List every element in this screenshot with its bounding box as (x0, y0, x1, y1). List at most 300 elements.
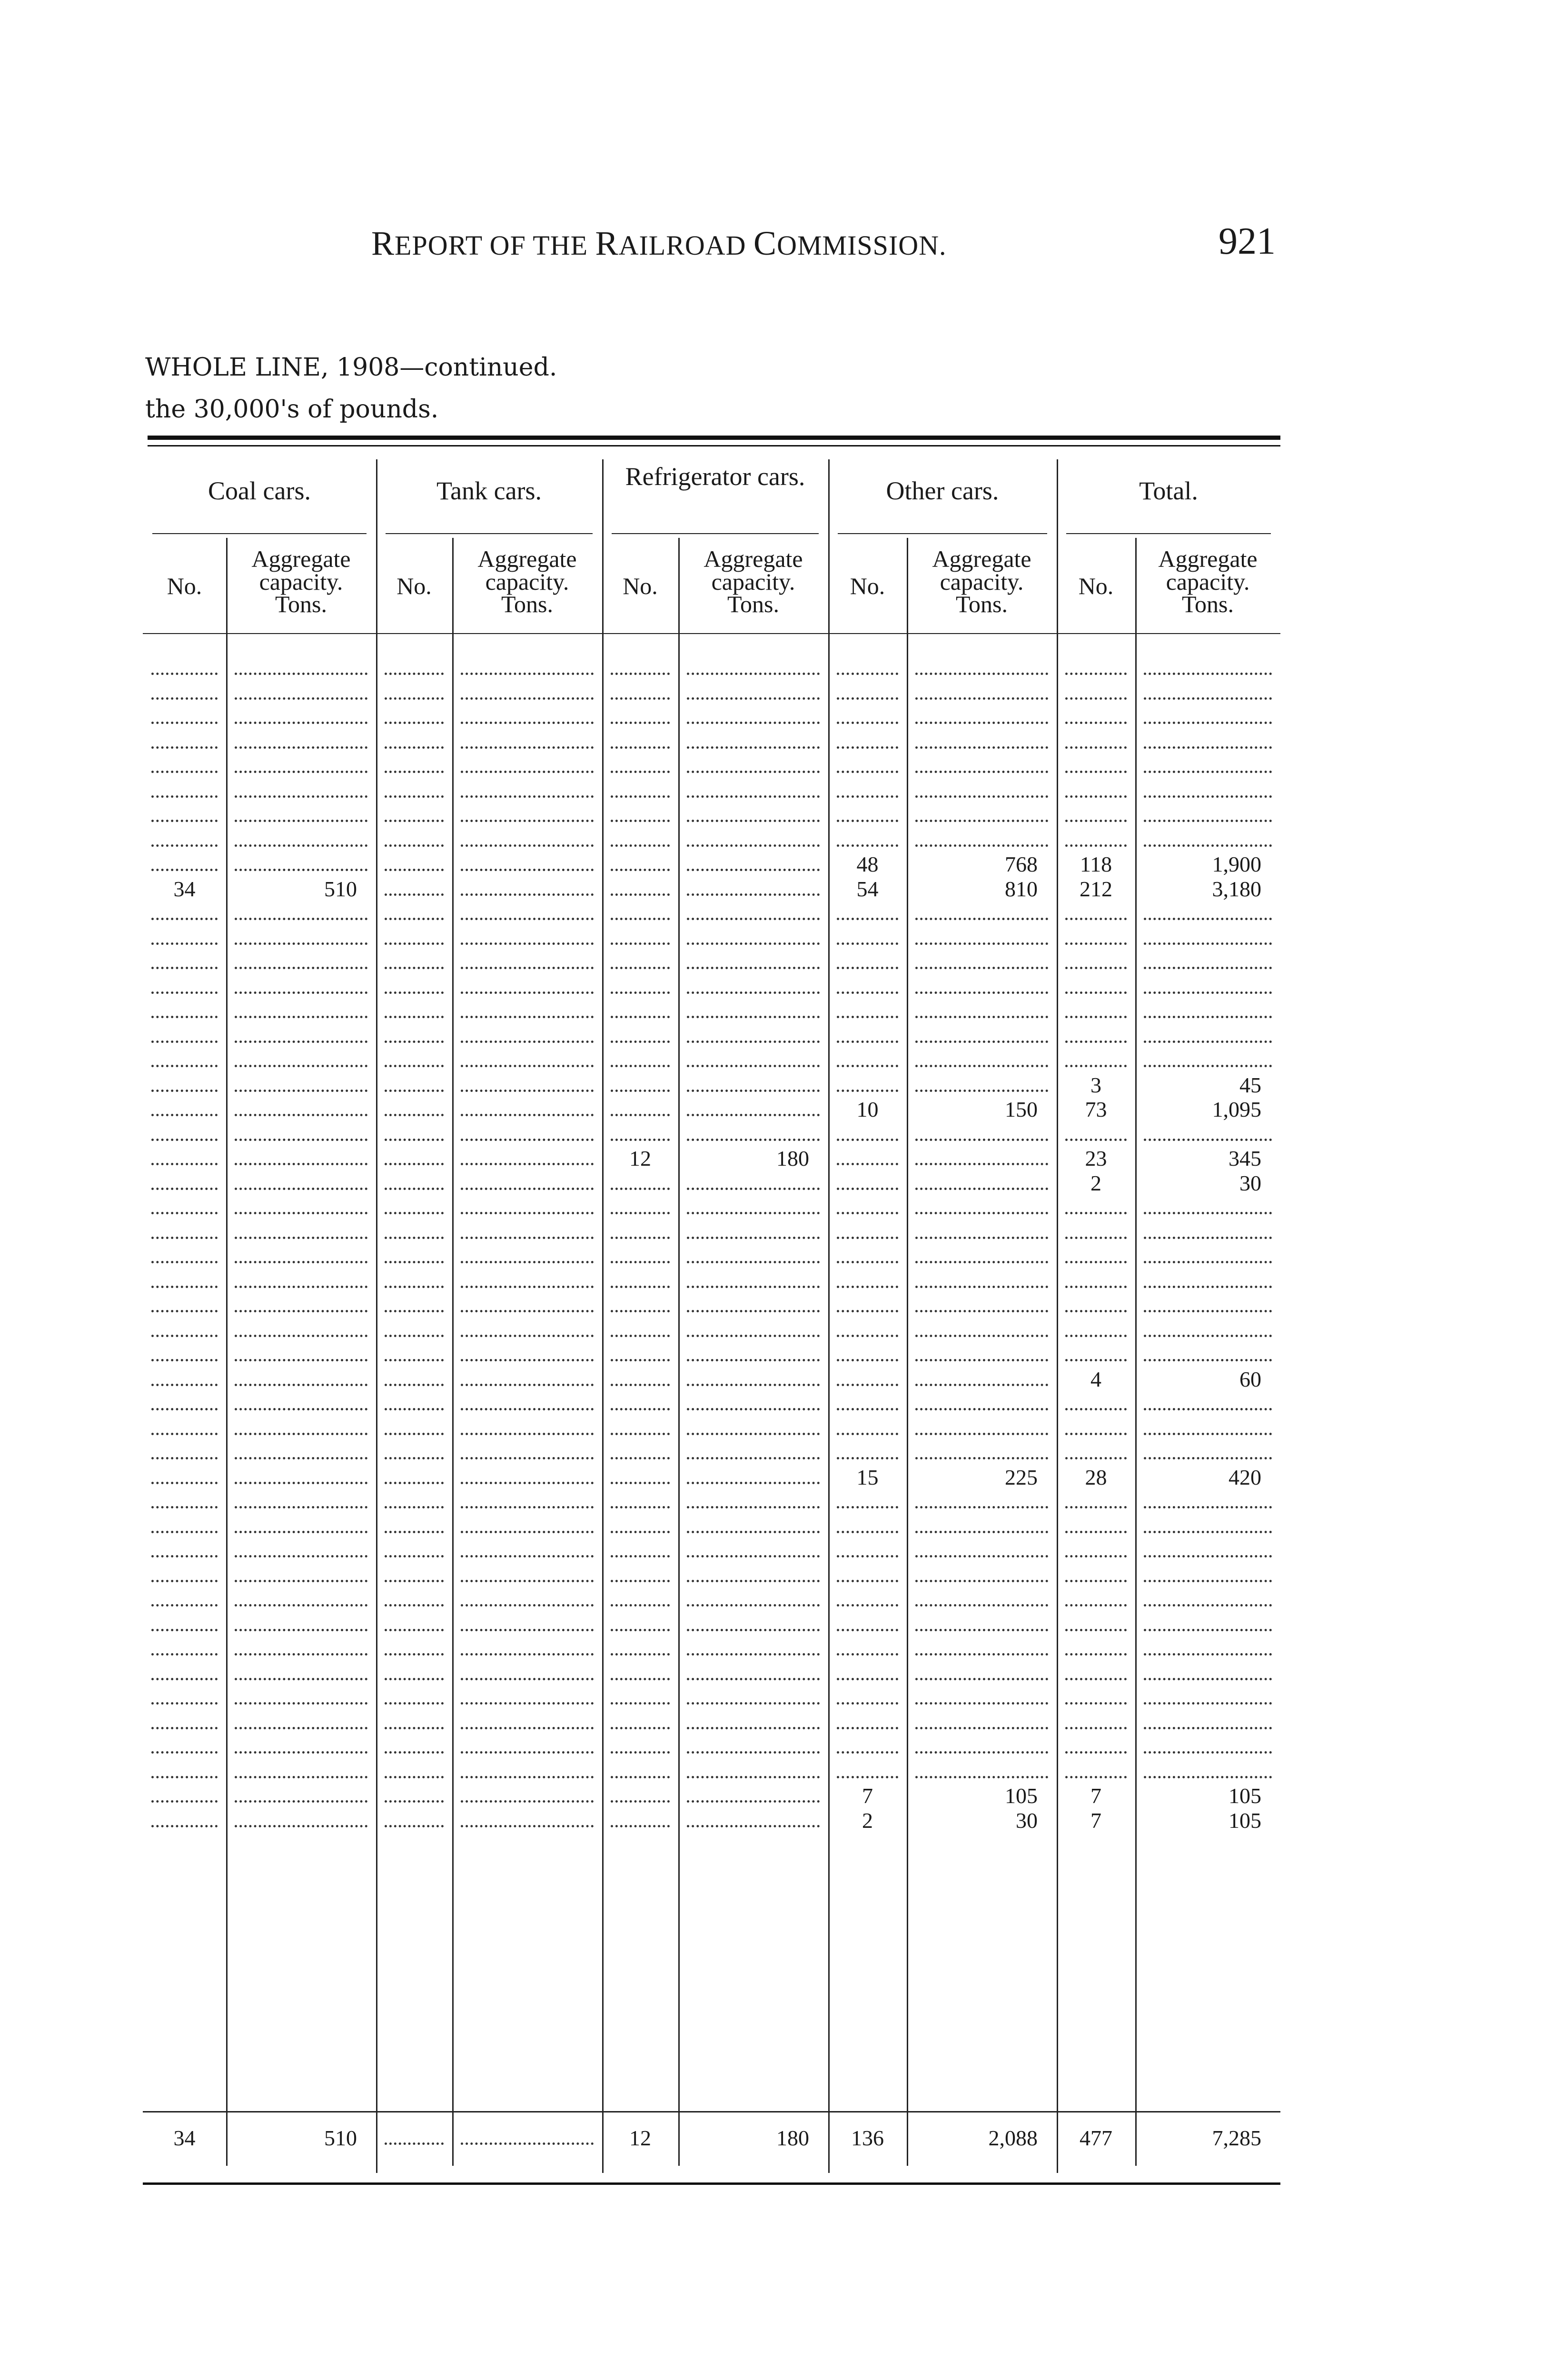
dot-leader (1065, 820, 1127, 822)
dot-leader (1144, 1678, 1272, 1680)
dot-leader (915, 992, 1048, 994)
dot-leader (461, 942, 594, 945)
dot-leader (687, 795, 820, 798)
dot-leader (1065, 1604, 1127, 1606)
dot-leader (611, 1653, 670, 1656)
dot-leader (461, 1506, 594, 1508)
dot-leader (151, 1482, 218, 1484)
dot-leader (235, 942, 367, 945)
dot-leader (837, 942, 898, 945)
table-cell: 3 (1090, 1072, 1101, 1097)
dot-leader (915, 771, 1048, 773)
dot-leader (1144, 1531, 1272, 1533)
dot-leader (687, 1751, 820, 1754)
table-cell: 1,900 (1212, 852, 1261, 876)
sub-header-capacity-l2: capacity. (940, 568, 1024, 595)
dot-leader (837, 1751, 898, 1754)
dot-leader (235, 1702, 367, 1705)
sub-column-separator (678, 538, 680, 2166)
dot-leader (1065, 795, 1127, 798)
dot-leader (385, 1604, 444, 1606)
dot-leader (687, 1212, 820, 1214)
dot-leader (1144, 1727, 1272, 1729)
title-part: OMMISSION. (777, 230, 947, 261)
dot-leader (611, 1114, 670, 1116)
group-underline (152, 533, 367, 534)
dot-leader (151, 722, 218, 724)
dot-leader (461, 1310, 594, 1312)
dot-leader (461, 820, 594, 822)
dot-leader (837, 1286, 898, 1288)
dot-leader (611, 1335, 670, 1337)
dot-leader (461, 1384, 594, 1386)
dot-leader (1144, 1016, 1272, 1018)
dot-leader (611, 1188, 670, 1190)
sub-header-capacity-l2: capacity. (711, 568, 795, 595)
totals-cell: 7,285 (1212, 2126, 1261, 2150)
dot-leader (837, 1555, 898, 1557)
dot-leader (461, 1114, 594, 1116)
dot-leader (687, 746, 820, 749)
dot-leader (687, 820, 820, 822)
dot-leader (1144, 1433, 1272, 1435)
dot-leader (1144, 746, 1272, 749)
dot-leader (915, 746, 1048, 749)
dot-leader (461, 893, 594, 896)
dot-leader (461, 1041, 594, 1043)
dot-leader (461, 1751, 594, 1754)
dot-leader (1144, 1653, 1272, 1656)
sub-column-separator (452, 538, 454, 2166)
dot-leader (235, 1727, 367, 1729)
dot-leader (1065, 722, 1127, 724)
dot-leader (915, 1212, 1048, 1214)
dot-leader (151, 1359, 218, 1361)
dot-leader (385, 1384, 444, 1386)
dot-leader (1065, 1531, 1127, 1533)
dot-leader (385, 1482, 444, 1484)
table-cell: 150 (1005, 1097, 1038, 1121)
sub-header-no: No. (1078, 573, 1114, 599)
dot-leader (235, 1555, 367, 1557)
dot-leader (151, 1041, 218, 1043)
dot-leader (611, 1776, 670, 1778)
dot-leader (837, 1212, 898, 1214)
dot-leader (151, 1139, 218, 1141)
dot-leader (687, 942, 820, 945)
dot-leader (461, 1163, 594, 1165)
dot-leader (1065, 673, 1127, 675)
dot-leader (235, 746, 367, 749)
dot-leader (611, 1310, 670, 1312)
dot-leader (151, 1016, 218, 1018)
dot-leader (461, 1016, 594, 1018)
dot-leader (151, 1310, 218, 1312)
dot-leader (385, 746, 444, 749)
dot-leader (235, 820, 367, 822)
dot-leader (151, 844, 218, 847)
dot-leader (837, 1776, 898, 1778)
dot-leader (687, 1653, 820, 1656)
dot-leader (611, 1237, 670, 1239)
dot-leader (151, 820, 218, 822)
dot-leader (1144, 795, 1272, 798)
dot-leader (385, 1237, 444, 1239)
dot-leader (837, 1531, 898, 1533)
dot-leader (235, 697, 367, 700)
dot-leader (915, 1727, 1048, 1729)
dot-leader (611, 844, 670, 847)
dot-leader (1144, 992, 1272, 994)
dot-leader (611, 1433, 670, 1435)
dot-leader (837, 771, 898, 773)
top-rule-thin (148, 445, 1280, 446)
dot-leader (235, 1580, 367, 1582)
dot-leader (151, 1604, 218, 1606)
dot-leader (235, 1188, 367, 1190)
dot-leader (1065, 1457, 1127, 1459)
dot-leader (461, 1629, 594, 1631)
sub-header-no: No. (396, 573, 432, 599)
dot-leader (385, 1286, 444, 1288)
dot-leader (461, 697, 594, 700)
dot-leader (687, 1261, 820, 1263)
page-number: 921 (1219, 220, 1276, 262)
dot-leader (1065, 1433, 1127, 1435)
dot-leader (385, 1090, 444, 1092)
totals-cell: 2,088 (988, 2126, 1038, 2150)
dot-leader (915, 1408, 1048, 1410)
dot-leader (461, 1212, 594, 1214)
dot-leader (1144, 942, 1272, 945)
table-cell: 225 (1005, 1465, 1038, 1489)
dot-leader (1144, 967, 1272, 969)
group-underline (612, 533, 819, 534)
dot-leader (1065, 992, 1127, 994)
dot-leader (1144, 771, 1272, 773)
dot-leader (611, 967, 670, 969)
totals-rule (143, 2111, 1280, 2112)
dot-leader (385, 1506, 444, 1508)
dot-leader (461, 673, 594, 675)
dot-leader (837, 722, 898, 724)
dot-leader (611, 673, 670, 675)
dot-leader (687, 1727, 820, 1729)
dot-leader (1065, 1408, 1127, 1410)
dot-leader (1065, 746, 1127, 749)
dot-leader (1144, 1580, 1272, 1582)
dot-leader (687, 1433, 820, 1435)
totals-cell: 477 (1080, 2126, 1112, 2150)
dot-leader (151, 1065, 218, 1067)
sub-header-capacity-l1: Aggregate (1158, 545, 1258, 572)
dot-leader (461, 1555, 594, 1557)
dot-leader (1065, 771, 1127, 773)
sub-header-no: No. (167, 573, 202, 599)
dot-leader (151, 697, 218, 700)
table-cell: 118 (1080, 852, 1112, 876)
dot-leader (1144, 1065, 1272, 1067)
dot-leader (837, 1629, 898, 1631)
dot-leader (235, 967, 367, 969)
dot-leader (1144, 1629, 1272, 1631)
dot-leader (385, 820, 444, 822)
dot-leader (687, 1555, 820, 1557)
dot-leader (687, 1384, 820, 1386)
table-cell: 7 (862, 1784, 873, 1808)
dot-leader (687, 1604, 820, 1606)
dot-leader (915, 1359, 1048, 1361)
dot-leader (611, 942, 670, 945)
dot-leader (915, 1016, 1048, 1018)
dot-leader (915, 1065, 1048, 1067)
table-cell: 510 (324, 876, 357, 901)
dot-leader (687, 1702, 820, 1705)
dot-leader (235, 1800, 367, 1803)
dot-leader (687, 1825, 820, 1827)
dot-leader (687, 1629, 820, 1631)
dot-leader (915, 1261, 1048, 1263)
dot-leader (837, 844, 898, 847)
sub-column-separator (1135, 538, 1137, 2166)
dot-leader (611, 1482, 670, 1484)
dot-leader (385, 869, 444, 871)
dot-leader (1144, 1776, 1272, 1778)
table-cell: 3,180 (1212, 876, 1261, 901)
dot-leader (385, 1727, 444, 1729)
table-cell: 54 (856, 876, 879, 901)
table-cell: 7 (1090, 1808, 1101, 1833)
table-cell: 768 (1005, 852, 1038, 876)
title-letter: C (753, 224, 777, 262)
dot-leader (1065, 1261, 1127, 1263)
dot-leader (611, 1678, 670, 1680)
dot-leader (915, 1555, 1048, 1557)
dot-leader (385, 992, 444, 994)
dot-leader (611, 1359, 670, 1361)
dot-leader (687, 697, 820, 700)
dot-leader (915, 1604, 1048, 1606)
dot-leader (1065, 1065, 1127, 1067)
dot-leader (461, 1286, 594, 1288)
dot-leader (687, 992, 820, 994)
dot-leader (151, 1555, 218, 1557)
dot-leader (837, 1678, 898, 1680)
dot-leader (915, 1629, 1048, 1631)
dot-leader (915, 722, 1048, 724)
dot-leader (385, 1702, 444, 1705)
dot-leader (151, 1776, 218, 1778)
dot-leader (915, 697, 1048, 700)
dot-leader (235, 1531, 367, 1533)
dot-leader (687, 893, 820, 896)
sub-header-capacity-l1: Aggregate (932, 545, 1031, 572)
dot-leader (611, 1604, 670, 1606)
dot-leader (1065, 1629, 1127, 1631)
dot-leader (461, 967, 594, 969)
dot-leader (385, 1776, 444, 1778)
dot-leader (1144, 1604, 1272, 1606)
dot-leader (687, 1041, 820, 1043)
dot-leader (385, 2142, 444, 2145)
dot-leader (1144, 1212, 1272, 1214)
totals-cell: 136 (851, 2126, 884, 2150)
dot-leader (915, 673, 1048, 675)
totals-cell: 34 (173, 2126, 196, 2150)
table-cell: 45 (1239, 1072, 1261, 1097)
dot-leader (385, 1335, 444, 1337)
dot-leader (1065, 1212, 1127, 1214)
dot-leader (611, 1041, 670, 1043)
dot-leader (461, 1800, 594, 1803)
group-separator (376, 459, 377, 2173)
top-rule (148, 436, 1280, 440)
sub-header-capacity-l1: Aggregate (251, 545, 351, 572)
table-cell: 30 (1016, 1808, 1038, 1833)
title-letter: R (595, 224, 619, 262)
bottom-rule (143, 2182, 1280, 2185)
dot-leader (1144, 820, 1272, 822)
dot-leader (151, 1237, 218, 1239)
dot-leader (461, 869, 594, 871)
dot-leader (611, 1580, 670, 1582)
dot-leader (837, 1359, 898, 1361)
dot-leader (837, 918, 898, 920)
dot-leader (687, 1776, 820, 1778)
dot-leader (1065, 1286, 1127, 1288)
dot-leader (385, 1041, 444, 1043)
sub-header-capacity-l3: Tons. (501, 591, 553, 617)
running-head (371, 224, 947, 263)
dot-leader (611, 1800, 670, 1803)
dot-leader (837, 1090, 898, 1092)
dot-leader (611, 1629, 670, 1631)
dot-leader (385, 1678, 444, 1680)
dot-leader (385, 697, 444, 700)
dot-leader (385, 673, 444, 675)
dot-leader (1144, 1310, 1272, 1312)
dot-leader (461, 1825, 594, 1827)
dot-leader (1144, 1139, 1272, 1141)
dot-leader (151, 1090, 218, 1092)
dot-leader (235, 1678, 367, 1680)
dot-leader (385, 1016, 444, 1018)
column-group-header: Total. (1139, 476, 1198, 505)
sub-column-separator (226, 538, 228, 2166)
dot-leader (915, 1580, 1048, 1582)
dot-leader (687, 1310, 820, 1312)
dot-leader (151, 1727, 218, 1729)
sub-header-capacity-l3: Tons. (727, 591, 779, 617)
dot-leader (385, 893, 444, 896)
dot-leader (915, 1531, 1048, 1533)
dot-leader (837, 1237, 898, 1239)
dot-leader (151, 1335, 218, 1337)
dot-leader (687, 1531, 820, 1533)
table-cell: 10 (856, 1097, 879, 1121)
dot-leader (687, 722, 820, 724)
dot-leader (235, 1408, 367, 1410)
dot-leader (235, 1604, 367, 1606)
dot-leader (915, 795, 1048, 798)
dot-leader (385, 722, 444, 724)
dot-leader (611, 771, 670, 773)
dot-leader (151, 869, 218, 871)
dot-leader (687, 1090, 820, 1092)
group-underline (838, 533, 1047, 534)
dot-leader (151, 1457, 218, 1459)
table-cell: 2 (1090, 1170, 1101, 1195)
dot-leader (151, 918, 218, 920)
table-cell: 810 (1005, 876, 1038, 901)
dot-leader (915, 1751, 1048, 1754)
title-letter: R (371, 224, 395, 262)
sub-header-no: No. (850, 573, 885, 599)
dot-leader (837, 1041, 898, 1043)
dot-leader (461, 992, 594, 994)
dot-leader (1144, 1506, 1272, 1508)
dot-leader (151, 967, 218, 969)
dot-leader (1065, 1310, 1127, 1312)
dot-leader (687, 673, 820, 675)
dot-leader (837, 1580, 898, 1582)
dot-leader (235, 1359, 367, 1361)
dot-leader (1144, 918, 1272, 920)
dot-leader (687, 1114, 820, 1116)
dot-leader (837, 1016, 898, 1018)
dot-leader (915, 1457, 1048, 1459)
dot-leader (837, 673, 898, 675)
dot-leader (235, 1041, 367, 1043)
dot-leader (385, 1800, 444, 1803)
dot-leader (385, 1580, 444, 1582)
group-separator (828, 459, 830, 2173)
dot-leader (1144, 1041, 1272, 1043)
dot-leader (611, 1506, 670, 1508)
dot-leader (235, 992, 367, 994)
dot-leader (837, 1335, 898, 1337)
dot-leader (1065, 1016, 1127, 1018)
totals-cell: 12 (629, 2126, 651, 2150)
dot-leader (1065, 1678, 1127, 1680)
dot-leader (151, 1751, 218, 1754)
dot-leader (151, 1163, 218, 1165)
dot-leader (915, 918, 1048, 920)
dot-leader (837, 1727, 898, 1729)
dot-leader (611, 1727, 670, 1729)
dot-leader (1144, 1555, 1272, 1557)
dot-leader (235, 1751, 367, 1754)
dot-leader (915, 967, 1048, 969)
dot-leader (837, 1604, 898, 1606)
table-cell: 30 (1239, 1170, 1261, 1195)
dot-leader (461, 1482, 594, 1484)
dot-leader (611, 1751, 670, 1754)
dot-leader (915, 1433, 1048, 1435)
dot-leader (235, 1653, 367, 1656)
dot-leader (687, 1139, 820, 1141)
dot-leader (151, 1433, 218, 1435)
dot-leader (151, 1188, 218, 1190)
dot-leader (915, 1310, 1048, 1312)
dot-leader (385, 918, 444, 920)
dot-leader (385, 967, 444, 969)
dot-leader (235, 1237, 367, 1239)
dot-leader (461, 1727, 594, 1729)
dot-leader (235, 1629, 367, 1631)
table-cell: 105 (1229, 1784, 1261, 1808)
dot-leader (837, 1653, 898, 1656)
